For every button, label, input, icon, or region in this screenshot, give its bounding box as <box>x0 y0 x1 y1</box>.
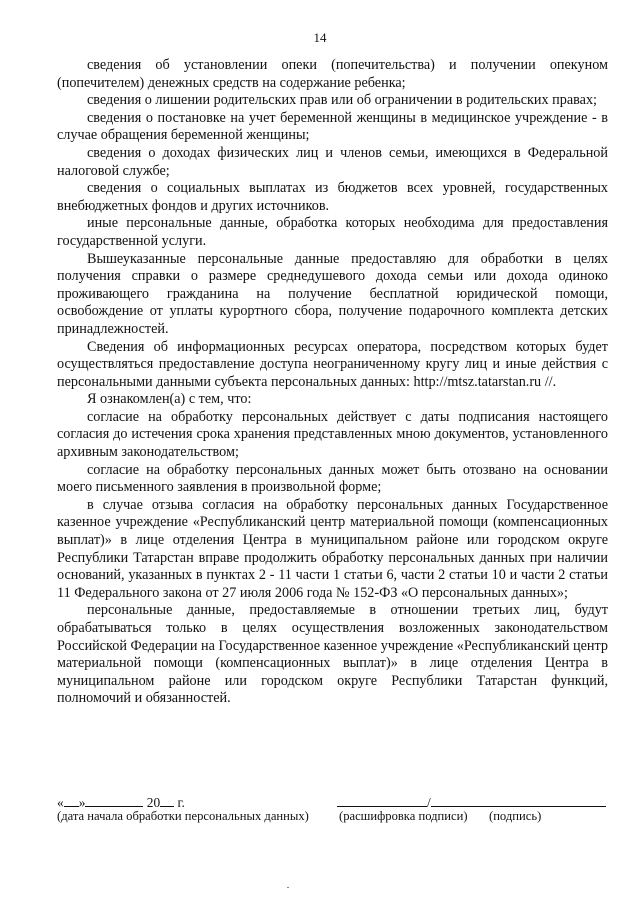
signature-blank[interactable] <box>431 793 606 807</box>
paragraph-consent-validity: согласие на обработку персональных действует с даты подписания настоящего согласия до истечения срока хранения представленных мною документов, установленного архивным законодательством; <box>57 408 608 461</box>
paragraph-income-tax-service: сведения о доходах физических лиц и членов семьи, имеющихся в Федеральной налоговой службе; <box>57 144 608 179</box>
paragraph-acknowledgement-heading: Я ознакомлен(а) с тем, что: <box>87 391 252 408</box>
day-blank[interactable] <box>64 793 79 807</box>
decoding-blank[interactable] <box>337 793 427 807</box>
paragraph-third-party-data: персональные данные, предоставляемые в отношении третьих лиц, будут обрабатываться только в целях осуществления возложенных законодательством Российской Федерации на Государственное казенное учреждение «Республиканский центр материальной помощи (компенсационных выплат)» в лице отделения Центра в муниципальном районе или городском округе Республики Татарстан функций, полномочий и обязанностей. <box>57 602 608 707</box>
consent-body <box>57 57 608 708</box>
year-prefix: 20 <box>146 795 161 810</box>
signature-caption: (подпись) <box>489 809 542 823</box>
year-suffix: г. <box>174 795 185 810</box>
date-close-quote: » <box>78 795 86 810</box>
paragraph-information-resources: Сведения об информационных ресурсах оператора, посредством которых будет осуществляться предоставление доступа неограниченному кругу лиц и иные действия с персональными данными субъекта персональных данных: http://mtsz.tatarstan.ru //. <box>57 338 608 390</box>
paragraph-social-payments: сведения о социальных выплатах из бюджетов всех уровней, государственных внебюджетных фондов и других источников. <box>57 180 608 214</box>
signature-separator: / <box>427 795 431 810</box>
date-caption: (дата начала обработки персональных данных) <box>57 809 309 823</box>
paragraph-guardianship: сведения об установлении опеки (попечительства) и получении опекуном (попечителем) денежных средств на содержание ребенка; <box>57 57 608 91</box>
scan-artifact <box>287 887 289 888</box>
month-blank[interactable] <box>85 793 143 807</box>
paragraph-withdrawal-continuation: в случае отзыва согласия на обработку персональных данных Государственное казенное учреждение «Республиканский центр материальной помощи (компенсационных выплат)» в лице отделения Центра в муниципальном районе или городском округе Республики Татарстан вправе продолжить обработку персональных данных при наличии оснований, указанных в пунктах 2 - 11 части 1 статьи 6, части 2 статьи 10 и части 2 статьи 11 Федерального закона от 27 июля 2006 года № 152-ФЗ «О персональных данных»; <box>57 496 608 601</box>
paragraph-consent-withdrawal: согласие на обработку персональных данных может быть отозвано на основании моего письменного заявления в произвольной форме; <box>57 461 608 496</box>
decoding-caption: (расшифровка подписи) <box>339 809 468 823</box>
paragraph-purpose: Вышеуказанные персональные данные предоставляю для обработки в целях получения справки о размере среднедушевого дохода семьи или дохода одиноко проживающего гражданина на получение бесплатной юридической помощи, освобождение от уплаты курортного сбора, получение подарочного комплекта детских принадлежностей. <box>57 250 608 337</box>
paragraph-other-personal-data: иные персональные данные, обработка которых необходима для предоставления государственной услуги. <box>57 215 608 249</box>
year-blank[interactable] <box>160 793 174 807</box>
paragraph-pregnancy-registration: сведения о постановке на учет беременной женщины в медицинское учреждение - в случае обращения беременной женщины; <box>57 109 608 144</box>
date-open-quote: « <box>57 795 64 810</box>
paragraph-parental-rights: сведения о лишении родительских прав или об ограничении в родительских правах; <box>87 92 597 109</box>
page-number: 14 <box>313 30 327 45</box>
